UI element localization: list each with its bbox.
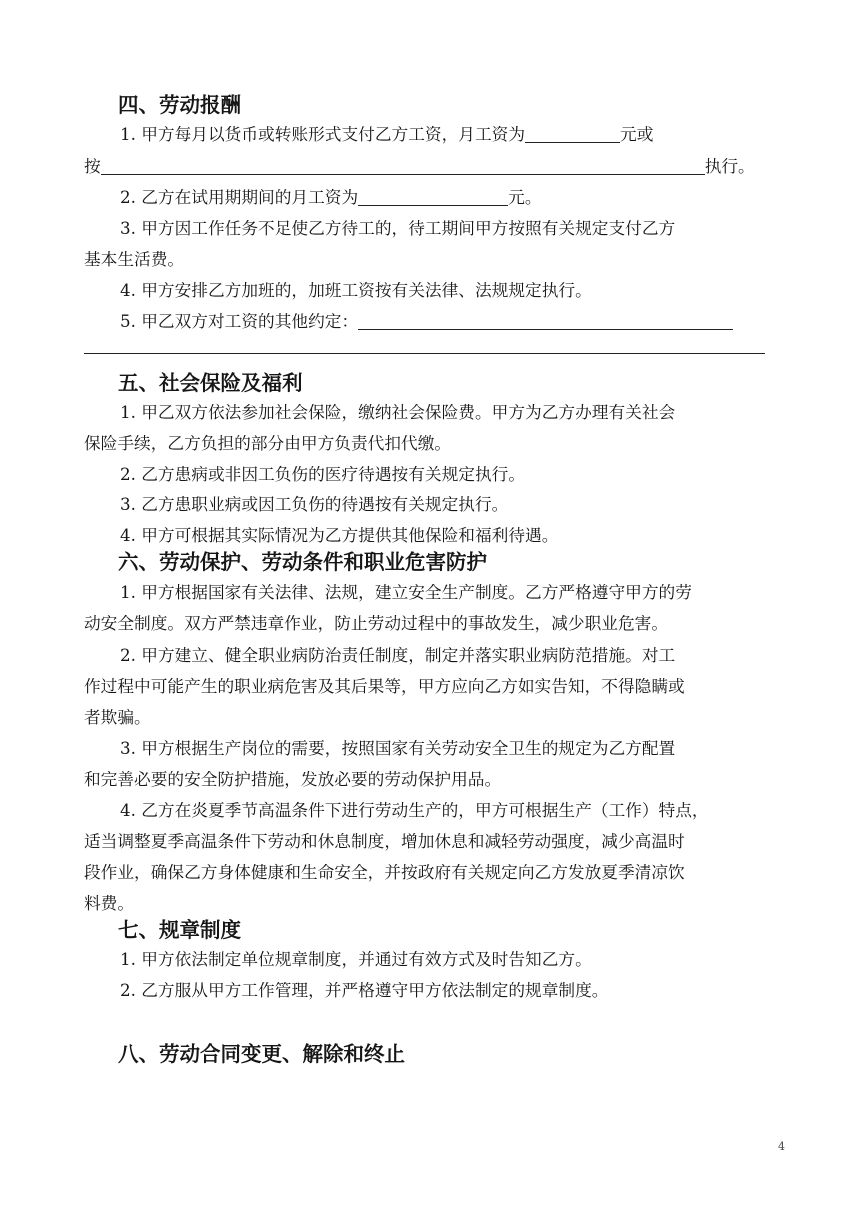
paragraph-5-4: 4. 甲方可根据其实际情况为乙方提供其他保险和福利待遇。 <box>120 525 559 545</box>
paragraph-4-5 <box>120 308 733 332</box>
paragraph-5-2: 2. 乙方患病或非因工负伤的医疗待遇按有关规定执行。 <box>120 464 526 484</box>
paragraph-6-3-line1: 3. 甲方根据生产岗位的需要，按照国家有关劳动安全卫生的规定为乙方配置 <box>120 738 676 758</box>
paragraph-6-2-line3: 者欺骗。 <box>84 707 151 727</box>
paragraph-5-3: 3. 乙方患职业病或因工负伤的待遇按有关规定执行。 <box>120 494 509 514</box>
paragraph-6-4-line4: 料费。 <box>84 893 135 913</box>
text-segment: 5. 甲乙双方对工资的其他约定： <box>120 311 359 331</box>
paragraph-6-2-line2: 作过程中可能产生的职业病危害及其后果等，甲方应向乙方如实告知，不得隐瞒或 <box>84 676 685 696</box>
paragraph-7-2: 2. 乙方服从甲方工作管理，并严格遵守甲方依法制定的规章制度。 <box>120 980 609 1000</box>
paragraph-4-1-line1 <box>120 121 653 145</box>
paragraph-5-1-line2: 保险手续，乙方负担的部分由甲方负责代扣代缴。 <box>84 433 452 453</box>
paragraph-6-1-line1: 1. 甲方根据国家有关法律、法规，建立安全生产制度。乙方严格遵守甲方的劳 <box>120 582 692 602</box>
probation-wage-blank[interactable] <box>358 187 508 206</box>
paragraph-4-4: 4. 甲方安排乙方加班的，加班工资按有关法律、法规规定执行。 <box>120 280 592 300</box>
page-number: 4 <box>778 1140 785 1153</box>
section-heading-4: 四、劳动报酬 <box>118 93 241 117</box>
section-heading-7: 七、规章制度 <box>118 918 241 942</box>
monthly-wage-blank[interactable] <box>525 124 620 143</box>
paragraph-6-4-line1: 4. 乙方在炎夏季节高温条件下进行劳动生产的，甲方可根据生产（工作）特点， <box>120 800 709 820</box>
text-segment: 1. 甲方每月以货币或转账形式支付乙方工资，月工资为 <box>120 124 526 144</box>
text-segment: 2. 乙方在试用期期间的月工资为 <box>120 187 359 207</box>
paragraph-7-1: 1. 甲方依法制定单位规章制度，并通过有效方式及时告知乙方。 <box>120 949 592 969</box>
paragraph-6-4-line3: 段作业，确保乙方身体健康和生命安全，并按政府有关规定向乙方发放夏季清凉饮 <box>84 862 685 882</box>
paragraph-5-1-line1: 1. 甲乙双方依法参加社会保险，缴纳社会保险费。甲方为乙方办理有关社会 <box>120 402 676 422</box>
text-segment: 执行。 <box>704 156 755 176</box>
text-segment: 元或 <box>620 124 654 144</box>
text-segment: 元。 <box>508 187 542 207</box>
other-wage-agreement-blank[interactable] <box>358 311 733 330</box>
paragraph-4-3-line1: 3. 甲方因工作任务不足使乙方待工的，待工期间甲方按照有关规定支付乙方 <box>120 218 676 238</box>
paragraph-4-3-line2: 基本生活费。 <box>84 249 185 269</box>
wage-basis-blank[interactable] <box>101 156 705 175</box>
section-heading-8: 八、劳动合同变更、解除和终止 <box>118 1042 405 1066</box>
paragraph-4-2 <box>120 184 542 208</box>
other-wage-agreement-blank-line2[interactable] <box>84 353 765 354</box>
paragraph-6-2-line1: 2. 甲方建立、健全职业病防治责任制度，制定并落实职业病防范措施。对工 <box>120 645 676 665</box>
section-heading-6: 六、劳动保护、劳动条件和职业危害防护 <box>118 550 487 574</box>
paragraph-6-3-line2: 和完善必要的安全防护措施，发放必要的劳动保护用品。 <box>84 769 502 789</box>
paragraph-4-1-line2 <box>84 153 755 177</box>
text-segment: 按 <box>84 156 101 176</box>
paragraph-6-4-line2: 适当调整夏季高温条件下劳动和休息制度，增加休息和减轻劳动强度，减少高温时 <box>84 831 685 851</box>
section-heading-5: 五、社会保险及福利 <box>118 371 303 395</box>
paragraph-6-1-line2: 动安全制度。双方严禁违章作业，防止劳动过程中的事故发生，减少职业危害。 <box>84 613 669 633</box>
